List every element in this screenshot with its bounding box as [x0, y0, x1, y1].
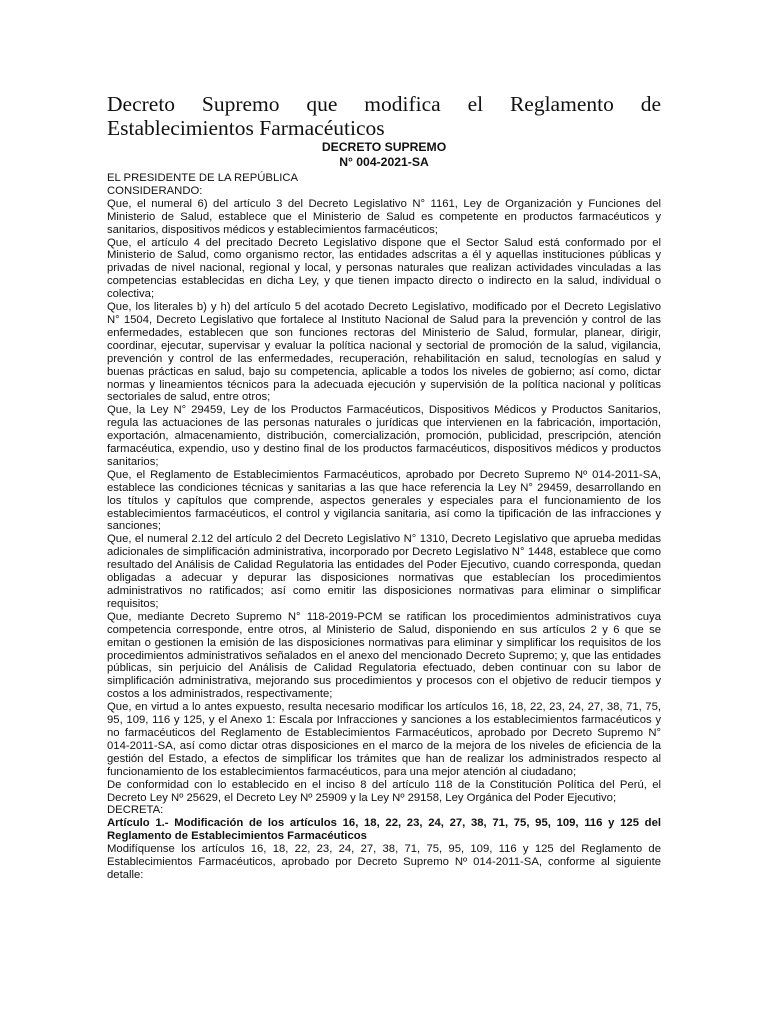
- paragraph: Que, el Reglamento de Establecimientos Farmacéuticos, aprobado por Decreto Supremo Nº 014-2011-SA, establece las condiciones técnicas y sanitarias a las que hace referencia la Ley N° 29459, desarrollando en los títulos y capítulos que comprende, aspectos generales y especiales para el funcionamiento de los establecimientos farmacéuticos, el control y vigilancia sanitaria, así como la tipificación de las infracciones y sanciones;: [107, 468, 661, 533]
- decree-label: DECRETO SUPREMO: [321, 140, 447, 154]
- document-title: Decreto Supremo que modifica el Reglamento de Establecimientos Farmacéuticos: [107, 92, 661, 140]
- article-1-heading: Artículo 1.- Modificación de los artículos 16, 18, 22, 23, 24, 27, 38, 71, 75, 95, 109, 116 y 125 del Reglamento de Establecimientos Farmacéuticos: [107, 817, 661, 843]
- document-body: [107, 172, 661, 882]
- paragraph: Que, la Ley N° 29459, Ley de los Productos Farmacéuticos, Dispositivos Médicos y Productos Sanitarios, regula las actuaciones de las personas naturales o jurídicas que intervienen en la fabricación, importación, exportación, almacenamiento, distribución, comercialización, promoción, publicidad, prescripción, atención farmacéutica, expendio, uso y destino final de los productos farmacéuticos, dispositivos médicos y productos sanitarios;: [107, 404, 661, 468]
- paragraph: Que, en virtud a lo antes expuesto, resulta necesario modificar los artículos 16, 18, 22, 23, 24, 27, 38, 71, 75, 95, 109, 116 y 125, y el Anexo 1: Escala por Infracciones y sanciones a los establecimientos farmacéuticos y no farmacéuticos del Reglamento de Establecimientos Farmacéuticos, aprobado por Decreto Supremo N° 014-2011-SA, así como dictar otras disposiciones en el marco de la mejora de los niveles de eficiencia de la gestión del Estado, a efectos de simplificar los trámites que han de realizar los administrados respecto al funcionamiento de los establecimientos farmacéuticos, para una mejor atención al ciudadano;: [107, 701, 661, 778]
- considering-heading: CONSIDERANDO:: [107, 184, 203, 197]
- paragraph: De conformidad con lo establecido en el inciso 8 del artículo 118 de la Constitución Política del Perú, el Decreto Ley Nº 25629, el Decreto Ley Nº 25909 y la Ley Nº 29158, Ley Orgánica del Poder Ejecutivo;: [107, 778, 661, 804]
- president-line: EL PRESIDENTE DE LA REPÚBLICA: [107, 172, 299, 184]
- decree-number: N° 004-2021-SA: [339, 154, 429, 169]
- paragraph: Que, los literales b) y h) del artículo 5 del acotado Decreto Legislativo, modificado por el Decreto Legislativo N° 1504, Decreto Legislativo que fortalece al Instituto Nacional de Salud para la prevención y control de las enfermedades, establecen que son funciones rectoras del Ministerio de Salud, formular, planear, dirigir, coordinar, ejecutar, supervisar y evaluar la política nacional y sectorial de promoción de la salud, vigilancia, prevención y control de las enfermedades, recuperación, rehabilitación en salud, tecnologías en salud y buenas prácticas en salud, bajo su competencia, aplicable a todos los niveles de gobierno; así como, dictar normas y lineamientos técnicos para la adecuada ejecución y supervisión de la política nacional y políticas sectoriales de salud, entre otros;: [107, 301, 661, 404]
- paragraph: Que, el numeral 6) del artículo 3 del Decreto Legislativo N° 1161, Ley de Organización y Funciones del Ministerio de Salud, establece que el Ministerio de Salud es competente en productos farmacéuticos y sanitarios, dispositivos médicos y establecimientos farmacéuticos;: [107, 197, 661, 236]
- decrees-heading: DECRETA:: [107, 804, 164, 817]
- article-1-text: Modifíquense los artículos 16, 18, 22, 23, 24, 27, 38, 71, 75, 95, 109, 116 y 125 del Reglamento de Establecimientos Farmacéuticos, aprobado por Decreto Supremo Nº 014-2011-SA, conforme al siguiente detalle:: [107, 843, 661, 881]
- paragraph: Que, mediante Decreto Supremo N° 118-2019-PCM se ratifican los procedimientos administrativos cuya competencia corresponde, entre otros, al Ministerio de Salud, disponiendo en sus artículos 2 y 6 que se emitan o gestionen la emisión de las disposiciones normativas para eliminar y simplificar los requisitos de los procedimientos administrativos señalados en el anexo del mencionado Decreto Supremo; y, que las entidades públicas, sin perjuicio del Análisis de Calidad Regulatoria efectuado, deben continuar con su labor de simplificación administrativa, mejorando sus procedimientos y procesos con el objetivo de reducir tiempos y costos a los administrados, respectivamente;: [107, 610, 661, 701]
- paragraph: Que, el numeral 2.12 del artículo 2 del Decreto Legislativo N° 1310, Decreto Legislativo que aprueba medidas adicionales de simplificación administrativa, incorporado por Decreto Legislativo N° 1448, establece que como resultado del Análisis de Calidad Regulatoria las entidades del Poder Ejecutivo, cuando corresponda, quedan obligadas a adecuar y depurar las disposiciones normativas que establecían los procedimientos administrativos no ratificados; así como emitir las disposiciones normativas para eliminar o simplificar requisitos;: [107, 533, 661, 610]
- document-page: [107, 92, 661, 882]
- paragraph: Que, el artículo 4 del precitado Decreto Legislativo dispone que el Sector Salud está conformado por el Ministerio de Salud, como organismo rector, las entidades adscritas a él y aquellas instituciones públicas y privadas de nivel nacional, regional y local, y personas naturales que realizan actividades vinculadas a las competencias establecidas en dicha Ley, y que tienen impacto directo o indirecto en la salud, individual o colectiva;: [107, 236, 661, 301]
